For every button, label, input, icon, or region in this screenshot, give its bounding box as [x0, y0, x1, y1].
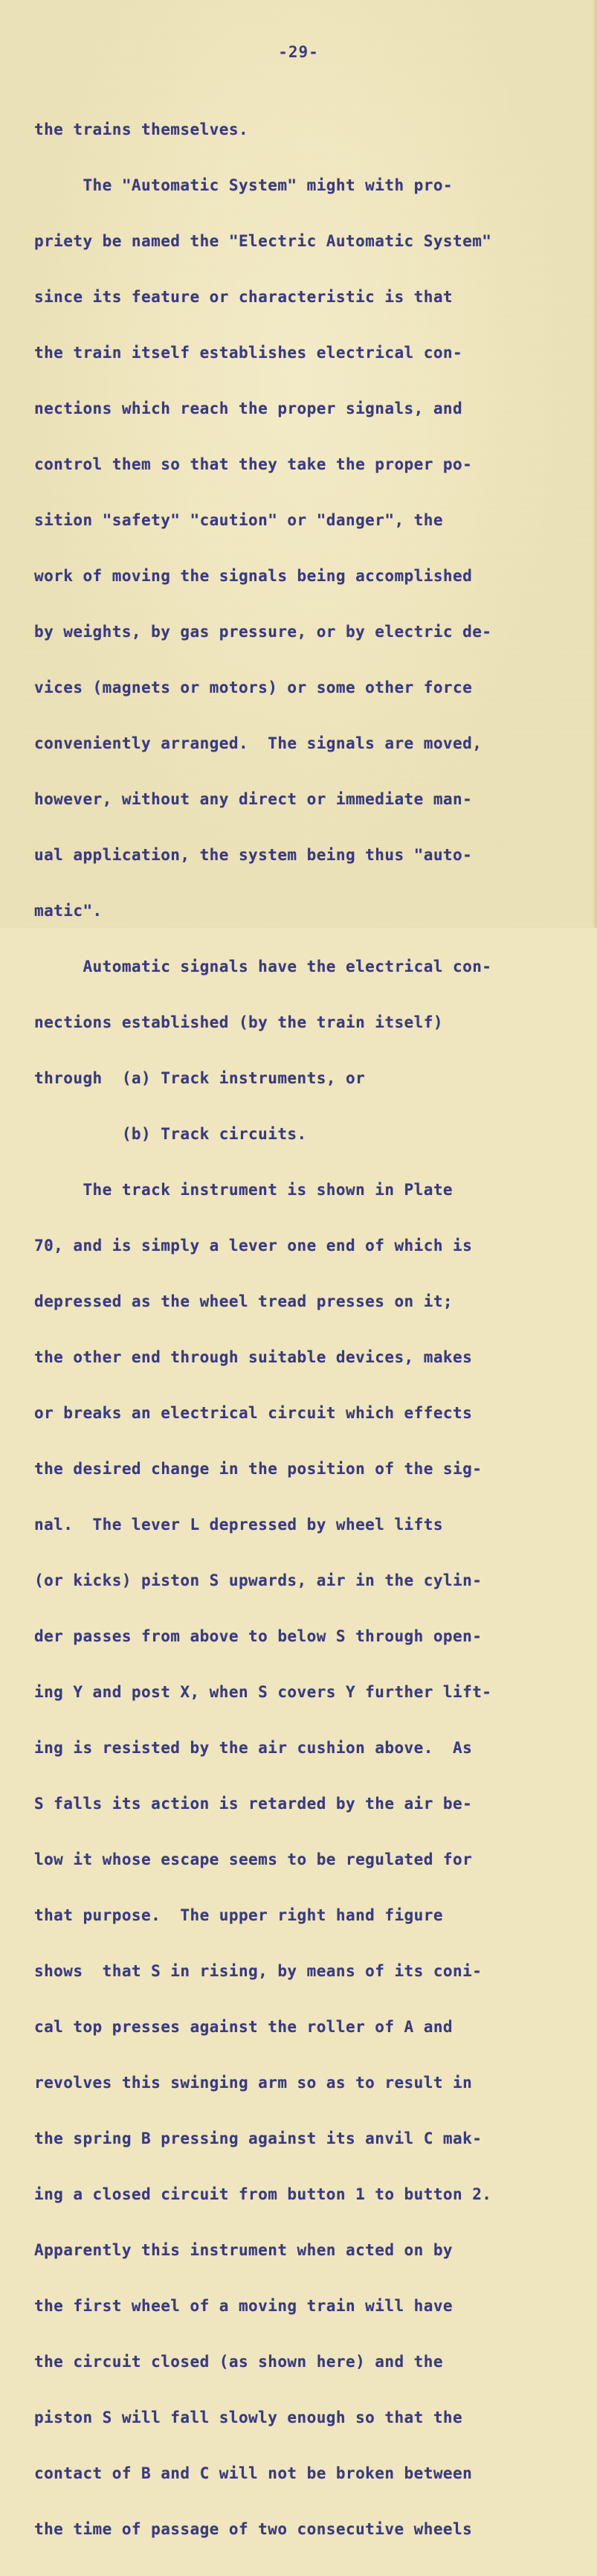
typed-body-text	[34, 83, 588, 2576]
text-line: through (a) Track instruments, or	[34, 1069, 366, 1087]
text-line: depressed as the wheel tread presses on it;	[34, 1292, 454, 1310]
text-line: that purpose. The upper right hand figure	[34, 1906, 443, 1924]
text-line: ing is resisted by the air cushion above. As	[34, 1739, 473, 1757]
text-line: the first wheel of a moving train will have	[34, 2297, 454, 2315]
text-line: the train itself establishes electrical con-	[34, 344, 463, 362]
text-line: matic".	[34, 902, 103, 920]
text-line: the desired change in the position of the sig-	[34, 1460, 483, 1478]
text-line: ing a closed circuit from button 1 to button 2.	[34, 2185, 492, 2203]
text-line: the time of passage of two consecutive wheels	[34, 2520, 473, 2538]
text-line: der passes from above to below S through open-	[34, 1627, 483, 1645]
text-line: nal. The lever L depressed by wheel lifts	[34, 1516, 443, 1534]
page-edge-shadow	[593, 0, 597, 928]
page-number: -29-	[278, 43, 319, 61]
text-line: the circuit closed (as shown here) and the	[34, 2353, 443, 2371]
text-line: work of moving the signals being accomplished	[34, 567, 473, 585]
text-line: nections established (by the train itself)	[34, 1013, 443, 1031]
text-line: the other end through suitable devices, makes	[34, 1348, 473, 1366]
text-line: low it whose escape seems to be regulated for	[34, 1851, 473, 1868]
text-line: revolves this swinging arm so as to result in	[34, 2074, 473, 2092]
text-line: shows that S in rising, by means of its coni-	[34, 1962, 483, 1980]
text-line: Automatic signals have the electrical con-	[34, 958, 492, 975]
text-line: The track instrument is shown in Plate	[34, 1181, 454, 1199]
text-line: conveniently arranged. The signals are moved,	[34, 734, 483, 752]
text-line: the spring B pressing against its anvil C mak-	[34, 2130, 483, 2147]
text-line: control them so that they take the proper po-	[34, 455, 473, 473]
text-line: however, without any direct or immediate man-	[34, 790, 473, 808]
text-line: or breaks an electrical circuit which effects	[34, 1404, 473, 1422]
text-line: (or kicks) piston S upwards, air in the cylin-	[34, 1571, 483, 1589]
text-line: contact of B and C will not be broken between	[34, 2464, 473, 2482]
text-line: priety be named the "Electric Automatic System"	[34, 232, 492, 250]
text-line: (b) Track circuits.	[34, 1125, 307, 1143]
text-line: ing Y and post X, when S covers Y further lift-	[34, 1683, 492, 1701]
text-line: sition "safety" "caution" or "danger", the	[34, 511, 443, 529]
text-line: vices (magnets or motors) or some other force	[34, 679, 473, 696]
text-line: piston S will fall slowly enough so that the	[34, 2409, 463, 2426]
text-line: by weights, by gas pressure, or by electric de-	[34, 623, 492, 641]
text-line: S falls its action is retarded by the air be-	[34, 1795, 473, 1813]
text-line: the trains themselves.	[34, 121, 249, 138]
text-line: since its feature or characteristic is that	[34, 288, 454, 306]
text-line: 70, and is simply a lever one end of which is	[34, 1237, 473, 1255]
text-line: Apparently this instrument when acted on by	[34, 2241, 454, 2259]
text-line: nections which reach the proper signals, and	[34, 400, 463, 417]
text-line: ual application, the system being thus "auto-	[34, 846, 473, 864]
text-line: The "Automatic System" might with pro-	[34, 176, 454, 194]
text-line: cal top presses against the roller of A and	[34, 2018, 454, 2036]
